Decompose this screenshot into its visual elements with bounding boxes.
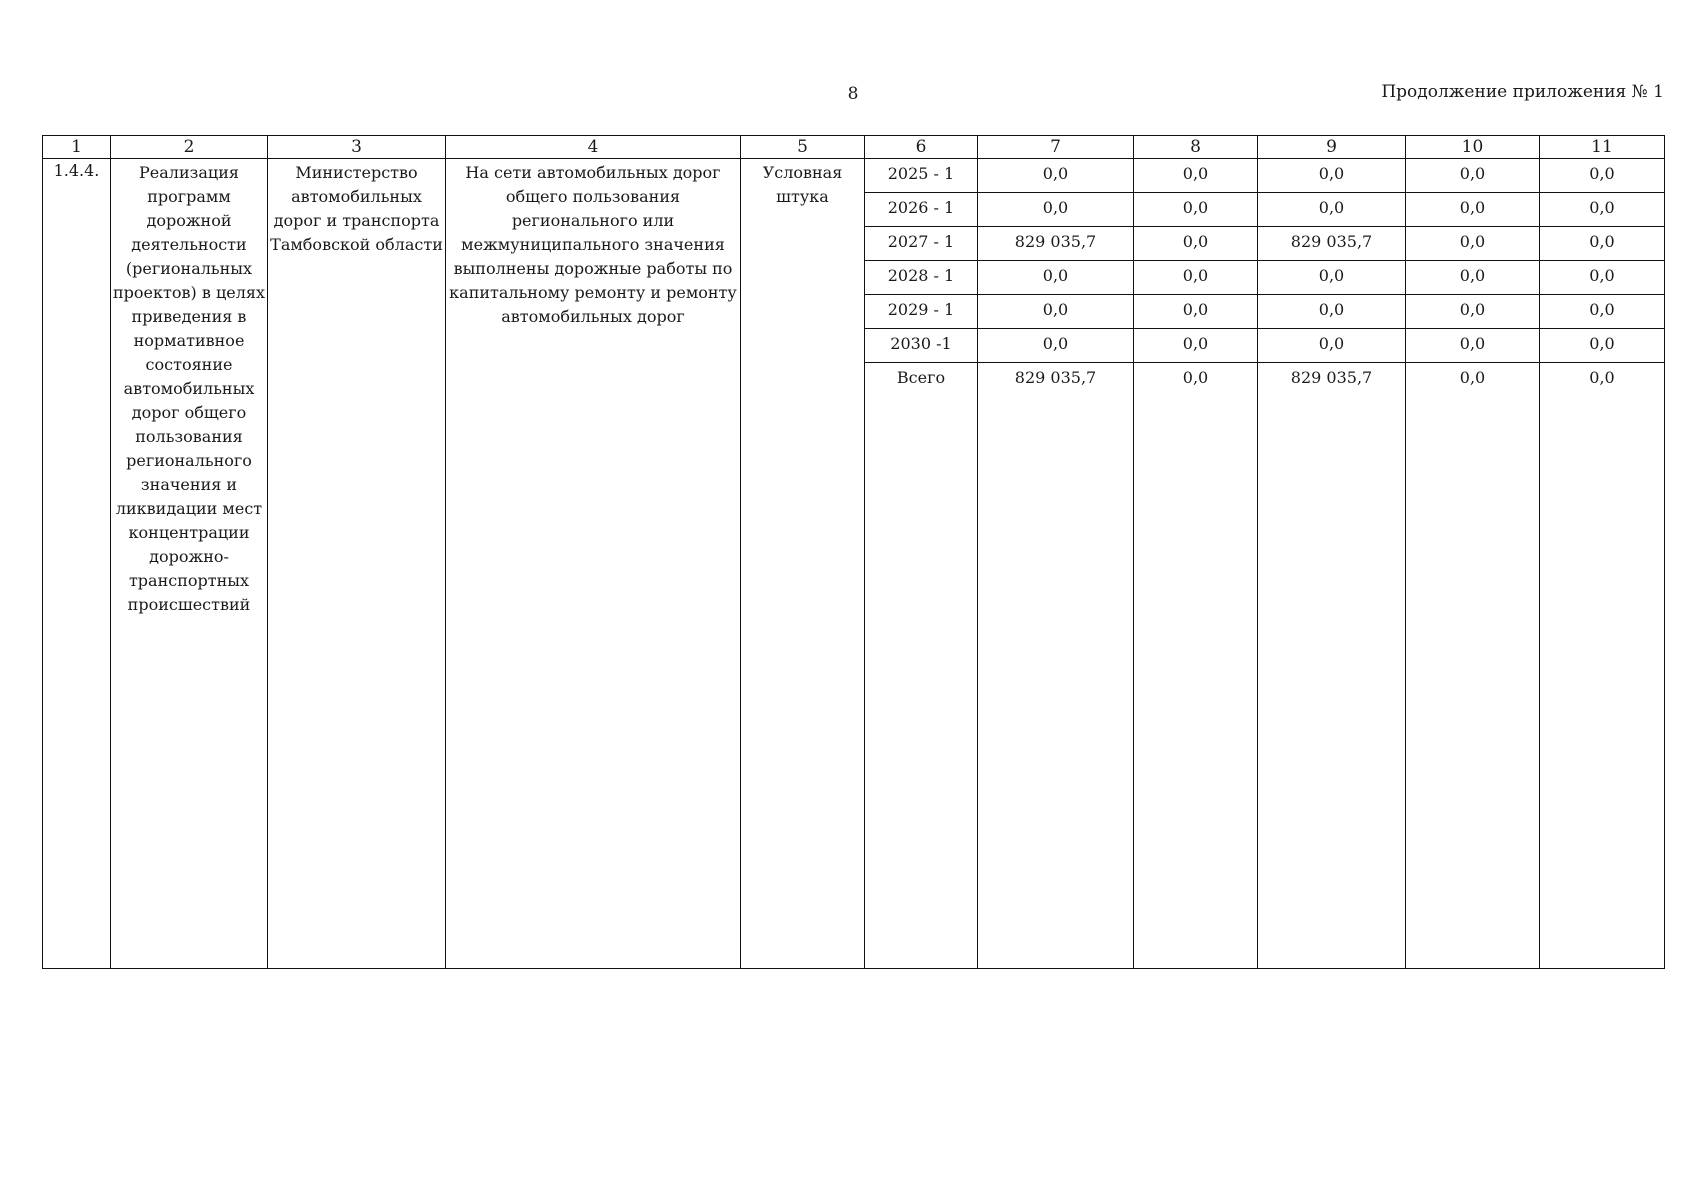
item-name-cell xyxy=(111,159,268,969)
program-table-container xyxy=(42,135,1664,969)
value-cell: 0,0 xyxy=(1258,295,1405,329)
value-cell: 829 035,7 xyxy=(1258,227,1405,261)
value-cell: 0,0 xyxy=(1134,261,1257,295)
column-header: 10 xyxy=(1406,136,1540,159)
value-cell: 0,0 xyxy=(1406,329,1539,363)
value-cell: 0,0 xyxy=(1540,295,1664,329)
column-header: 11 xyxy=(1540,136,1665,159)
total-value: 829 035,7 xyxy=(1290,368,1373,387)
period-cell: 2029 - 1 xyxy=(865,295,977,329)
executor: Министерство автомобильных дорог и транспорта Тамбовской области xyxy=(270,163,443,254)
value-cell: 0,0 xyxy=(1258,261,1405,295)
col11-column xyxy=(1540,159,1665,969)
value-cell: 0,0 xyxy=(1540,261,1664,295)
value-cell: 0,0 xyxy=(1406,227,1539,261)
column-header: 1 xyxy=(43,136,111,159)
appendix-continuation-label: Продолжение приложения № 1 xyxy=(1381,82,1664,102)
period-cell: 2025 - 1 xyxy=(865,159,977,193)
value-cell: 0,0 xyxy=(1540,329,1664,363)
value-cell: 0,0 xyxy=(978,261,1133,295)
value-cell: 0,0 xyxy=(1134,329,1257,363)
total-label: Всего xyxy=(896,368,946,387)
table-row xyxy=(43,159,1665,969)
column-header: 4 xyxy=(446,136,741,159)
period-column xyxy=(865,159,978,969)
unit: Условная штука xyxy=(762,163,843,206)
value-cell: 0,0 xyxy=(1258,193,1405,227)
value-cell: 0,0 xyxy=(1406,193,1539,227)
executor-cell xyxy=(268,159,446,969)
total-value: 0,0 xyxy=(1182,368,1209,387)
result-description: На сети автомобильных дорог общего пользования регионального или межмуниципального значения выполнены дорожные работы по капитальному ремонту и ремонту автомобильных дорог xyxy=(449,163,737,326)
value-cell: 0,0 xyxy=(1134,193,1257,227)
value-cell: 0,0 xyxy=(1258,329,1405,363)
value-cell: 0,0 xyxy=(1258,159,1405,193)
value-cell: 0,0 xyxy=(1134,227,1257,261)
item-name: Реализация программ дорожной деятельности (региональных проектов) в целях приведения в нормативное состояние автомобильных дорог общего пользования регионального значения и ликвидации мест концентрации дорожно-транспортных происшествий xyxy=(113,163,265,614)
column-header: 7 xyxy=(978,136,1134,159)
col8-column xyxy=(1134,159,1258,969)
value-cell: 829 035,7 xyxy=(978,227,1133,261)
unit-cell xyxy=(741,159,865,969)
value-cell: 0,0 xyxy=(1134,159,1257,193)
column-header: 5 xyxy=(741,136,865,159)
value-cell: 0,0 xyxy=(1540,193,1664,227)
column-header: 2 xyxy=(111,136,268,159)
column-header: 6 xyxy=(865,136,978,159)
value-cell: 0,0 xyxy=(1134,295,1257,329)
result-cell xyxy=(446,159,741,969)
period-cell: 2027 - 1 xyxy=(865,227,977,261)
value-cell: 0,0 xyxy=(978,295,1133,329)
value-cell: 0,0 xyxy=(1406,261,1539,295)
column-header: 8 xyxy=(1134,136,1258,159)
value-cell: 0,0 xyxy=(978,159,1133,193)
value-cell: 0,0 xyxy=(1406,295,1539,329)
column-header: 9 xyxy=(1258,136,1406,159)
col9-column xyxy=(1258,159,1406,969)
value-cell: 0,0 xyxy=(978,193,1133,227)
period-cell: 2026 - 1 xyxy=(865,193,977,227)
total-value: 0,0 xyxy=(1589,368,1615,387)
value-cell: 0,0 xyxy=(1540,227,1664,261)
page-number: 8 xyxy=(847,84,859,104)
value-cell: 0,0 xyxy=(1406,159,1539,193)
col10-column xyxy=(1406,159,1540,969)
column-number-row xyxy=(43,136,1665,159)
period-cell: 2028 - 1 xyxy=(865,261,977,295)
total-value: 829 035,7 xyxy=(1014,368,1097,387)
col7-column xyxy=(978,159,1134,969)
value-cell: 0,0 xyxy=(978,329,1133,363)
item-code: 1.4.4. xyxy=(43,159,111,969)
period-cell: 2030 -1 xyxy=(865,329,977,363)
column-header: 3 xyxy=(268,136,446,159)
program-table xyxy=(42,135,1665,969)
value-cell: 0,0 xyxy=(1540,159,1664,193)
total-value: 0,0 xyxy=(1459,368,1486,387)
